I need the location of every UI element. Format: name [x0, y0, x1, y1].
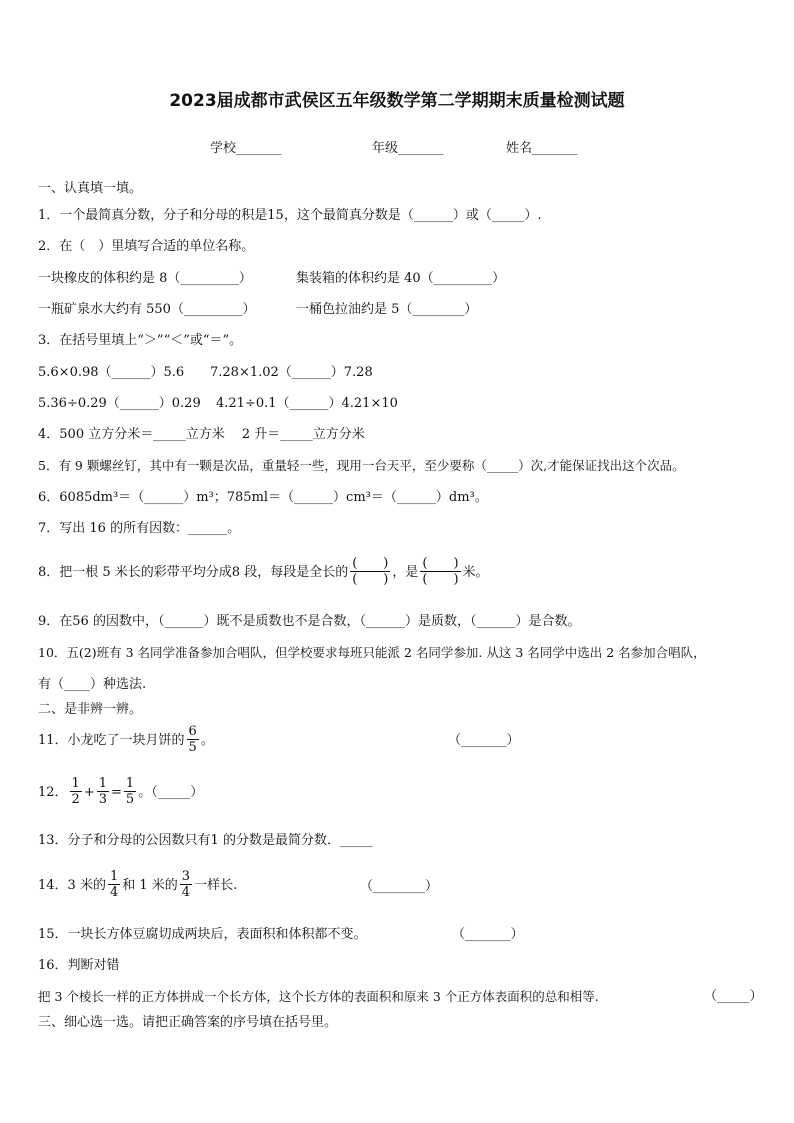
question-14 [38, 871, 237, 901]
fraction-numerator: ( ) [422, 556, 459, 571]
question-2a: 一块橡皮的体积约是 8（_________） [38, 271, 252, 286]
question-14-text: 14．3 米的 [38, 878, 106, 893]
question-9: 9．在56 的因数中，（______）既不是质数也不是合数，（______）是质数，（______）是合数。 [38, 614, 581, 629]
fraction-denominator: 4 [109, 885, 119, 900]
fraction-denominator: 5 [188, 740, 197, 755]
fraction [180, 870, 192, 899]
question-16-blank: （_____） [704, 989, 763, 1004]
fraction [70, 777, 82, 806]
question-15-blank: （_______） [452, 927, 524, 942]
question-14-mid: 和 1 米的 [122, 878, 178, 893]
fraction-numerator: 3 [181, 869, 191, 884]
fraction-denominator: 4 [181, 885, 191, 900]
question-3a: 5.6×0.98（______）5.6 [38, 365, 185, 380]
question-8-mid: ，是 [392, 565, 419, 580]
question-3: 3．在括号里填上“＞”“＜”或“＝”。 [38, 333, 243, 348]
page-title: 2023届成都市武侯区五年级数学第二学期期末质量检测试题 [169, 91, 625, 111]
question-3c: 5.36÷0.29（______）0.29 [38, 396, 201, 411]
name-field: 姓名_______ [506, 141, 578, 156]
question-11 [38, 726, 214, 756]
question-12 [38, 778, 203, 808]
question-14-blank: （________） [360, 879, 439, 894]
question-8 [38, 558, 489, 588]
fraction-denominator: 3 [98, 792, 108, 807]
question-10-cont: 有（____）种选法. [38, 677, 147, 692]
question-2c: 一瓶矿泉水大约有 550（_________） [38, 302, 256, 317]
fraction-numerator: 1 [98, 776, 108, 791]
school-field: 学校_______ [210, 141, 282, 156]
question-16a: 把 3 个棱长一样的正方体拼成一个长方体，这个长方体的表面积和原来 3 个正方体表面积的总和相等. [38, 989, 599, 1004]
question-10: 10．五(2)班有 3 名同学准备参加合唱队，但学校要求每班只能派 2 名同学参加. 从这 3 名同学中选出 2 名参加合唱队， [38, 645, 706, 660]
question-12-label: 12． [38, 785, 68, 800]
question-7: 7．写出 16 的所有因数：______。 [38, 521, 241, 536]
fraction-numerator: 1 [71, 776, 80, 791]
question-8-text: 8．把一根 5 米长的彩带平均分成8 段，每段是全长的 [38, 565, 349, 580]
question-12-end: 。（_____） [138, 785, 204, 800]
question-5: 5．有 9 颗螺丝钉，其中有一颗是次品，重量轻一些，现用一台天平，至少要称（_____）次,才能保证找出这个次品。 [38, 458, 685, 473]
fraction [187, 725, 199, 754]
question-11-text: 11．小龙吃了一块月饼的 [38, 733, 185, 748]
question-11-blank: （_______） [448, 733, 520, 748]
question-3b: 7.28×1.02（______）7.28 [210, 365, 373, 380]
question-3d: 4.21÷0.1（______）4.21×10 [216, 396, 398, 411]
fraction-blank-1 [350, 557, 390, 586]
section-1-heading: 一、认真填一填。 [38, 181, 143, 196]
plus-sign: + [83, 785, 95, 800]
fraction-numerator: ( ) [352, 556, 389, 571]
fraction [124, 777, 136, 806]
fraction-denominator: ( ) [422, 572, 459, 587]
section-2-heading: 二、是非辨一辨。 [38, 702, 143, 717]
question-15: 15．一块长方体豆腐切成两块后，表面积和体积都不变。 [38, 927, 367, 942]
fraction-denominator: 5 [125, 792, 135, 807]
equals-sign: = [111, 785, 122, 800]
question-6: 6．6085dm³＝（______）m³；785ml＝（______）cm³＝（______）dm³。 [38, 490, 488, 505]
fraction-denominator: ( ) [352, 572, 389, 587]
fraction [97, 777, 109, 806]
question-2b: 集装箱的体积约是 40（_________） [296, 271, 506, 286]
section-3-heading: 三、细心选一选。请把正确答案的序号填在括号里。 [38, 1015, 338, 1030]
question-16: 16．判断对错 [38, 958, 120, 973]
fraction [108, 870, 120, 899]
fraction-blank-2 [420, 557, 460, 586]
fraction-denominator: 2 [71, 792, 80, 807]
question-4: 4．500 立方分米＝_____立方米 2 升＝_____立方分米 [38, 427, 365, 442]
fraction-numerator: 6 [188, 724, 197, 739]
question-11-end: 。 [200, 733, 214, 748]
grade-field: 年级_______ [372, 141, 444, 156]
question-8-end: 米。 [462, 565, 489, 580]
question-2d: 一桶色拉油约是 5（________） [296, 302, 478, 317]
fraction-numerator: 1 [125, 776, 135, 791]
question-1: 1．一个最简真分数，分子和分母的积是15，这个最简真分数是（______）或（_____）. [38, 208, 542, 223]
question-13: 13．分子和分母的公因数只有1 的分数是最简分数．_____ [38, 833, 373, 848]
fraction-numerator: 1 [109, 869, 119, 884]
question-2: 2．在（ ）里填写合适的单位名称。 [38, 239, 255, 254]
question-14-end: 一样长. [194, 878, 238, 893]
